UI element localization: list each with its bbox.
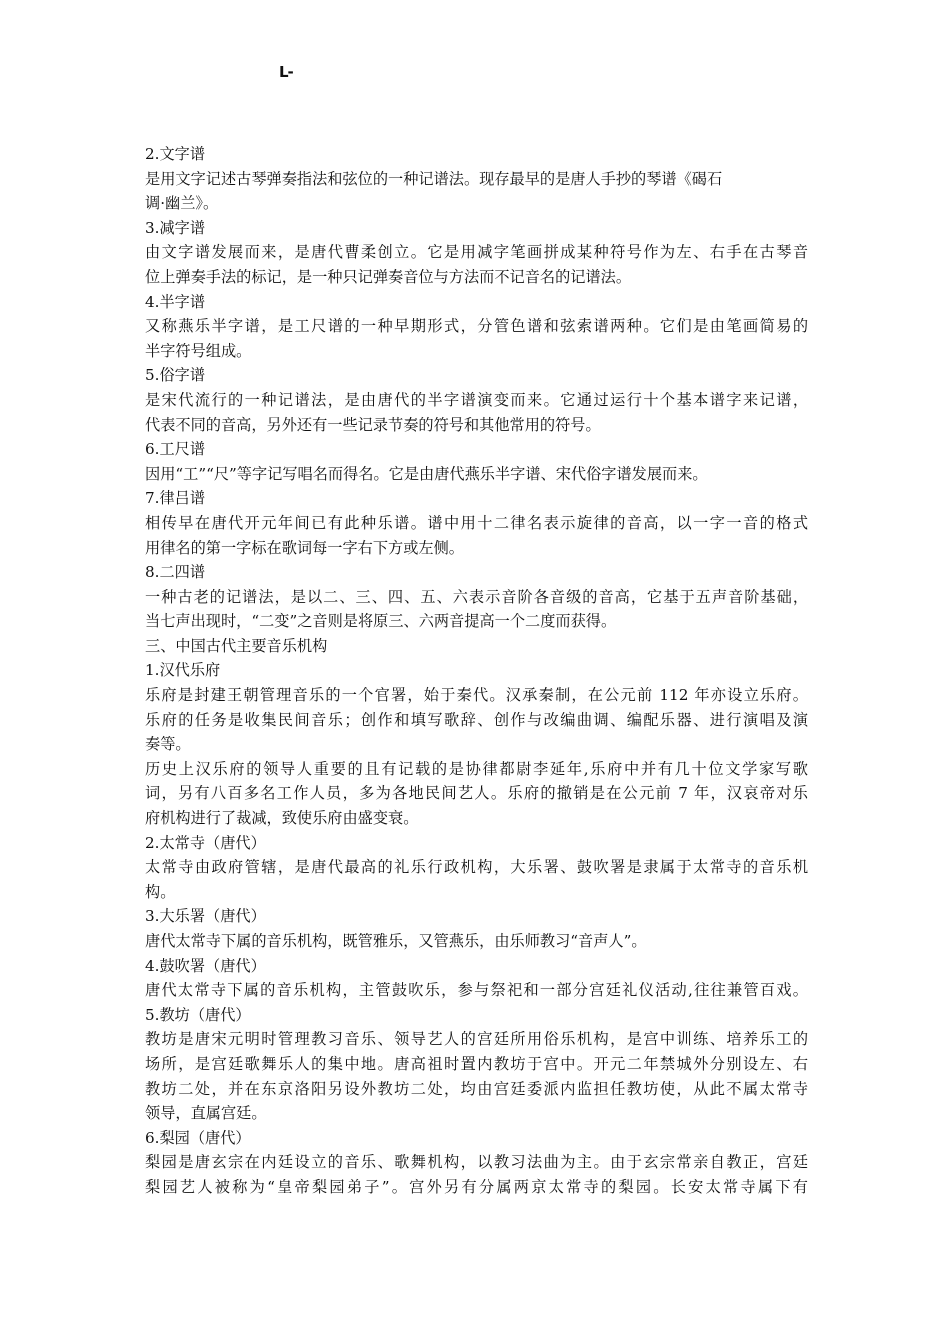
text-line: 太常寺由政府管辖，是唐代最高的礼乐行政机构，大乐署、鼓吹署是隶属于太常寺的音乐机 <box>145 858 808 877</box>
text-line: 代表不同的音高，另外还有一些记录节奏的符号和其他常用的符号。 <box>145 415 601 434</box>
text-line: 8.二四谱 <box>145 563 206 582</box>
text-line: 3.减字谱 <box>145 218 206 237</box>
text-line: 历史上汉乐府的领导人重要的且有记载的是协律都尉李延年,乐府中并有几十位文学家写歌 <box>145 759 808 778</box>
text-line: 2.文字谱 <box>145 145 206 163</box>
text-line: 5.俗字谱 <box>145 366 206 385</box>
text-line: 领导，直属宫廷。 <box>145 1104 267 1123</box>
text-line: 一种古老的记谱法，是以二、三、四、五、六表示音阶各音级的音高，它基于五声音阶基础， <box>145 587 808 606</box>
text-line: 奏等。 <box>145 735 191 754</box>
page-header-mark: L- <box>279 63 293 81</box>
text-line: 相传早在唐代开元年间已有此种乐谱。谱中用十二律名表示旋律的音高，以一字一音的格式 <box>145 513 808 532</box>
text-line: 4.鼓吹署（唐代） <box>145 956 266 975</box>
text-line: 是用文字记述古琴弹奏指法和弦位的一种记谱法。现存最早的是唐人手抄的琴谱《碣石 <box>145 169 723 188</box>
text-line: 词，另有八百多名工作人员，多为各地民间艺人。乐府的撤销是在公元前 7 年，汉哀帝对乐 <box>145 784 808 803</box>
text-line: 当七声出现时，“二变”之音则是将原三、六两音提高一个二度而获得。 <box>145 612 617 631</box>
text-line: 三、中国古代主要音乐机构 <box>145 636 328 655</box>
text-line: 5.教坊（唐代） <box>145 1005 251 1024</box>
text-line: 3.大乐署（唐代） <box>145 907 266 926</box>
text-line: 场所，是宫廷歌舞乐人的集中地。唐高祖时置内教坊于宫中。开元二年禁城外分别设左、右 <box>145 1054 808 1073</box>
text-line: 梨园是唐玄宗在内廷设立的音乐、歌舞机构，以教习法曲为主。由于玄宗常亲自教正，宫廷 <box>145 1153 808 1172</box>
text-line: 唐代太常寺下属的音乐机构，既管雅乐，又管燕乐，由乐师教习“音声人”。 <box>145 932 647 950</box>
text-line: 因用“工”“尺”等字记写唱名而得名。它是由唐代燕乐半字谱、宋代俗字谱发展而来。 <box>145 464 708 483</box>
text-line: 位上弹奏手法的标记，是一种只记弹奏音位与方法而不记音名的记谱法。 <box>145 267 631 286</box>
text-line: 梨园艺人被称为“皇帝梨园弟子”。宫外另有分属两京太常寺的梨园。长安太常寺属下有 <box>145 1177 808 1196</box>
text-line: 2.太常寺（唐代） <box>145 833 266 852</box>
text-line: 唐代太常寺下属的音乐机构，主管鼓吹乐，参与祭祀和一部分宫廷礼仪活动,往往兼管百戏。 <box>145 981 808 1000</box>
text-line: 6.工尺谱 <box>145 440 206 459</box>
text-line: 7.律吕谱 <box>145 489 206 508</box>
text-line: 用律名的第一字标在歌词每一字右下方或左侧。 <box>145 538 464 557</box>
text-line: 又称燕乐半字谱，是工尺谱的一种早期形式，分管色谱和弦索谱两种。它们是由笔画简易的 <box>145 317 808 336</box>
text-line: 教坊二处，并在东京洛阳另设外教坊二处，均由宫廷委派内监担任教坊使，从此不属太常寺 <box>145 1079 808 1098</box>
text-line: 乐府的任务是收集民间音乐；创作和填写歌辞、创作与改编曲调、编配乐器、进行演唱及演 <box>145 710 808 729</box>
text-line: 1.汉代乐府 <box>145 661 221 680</box>
text-line: 调·幽兰》。 <box>145 194 219 213</box>
text-line: 教坊是唐宋元明时管理教习音乐、领导艺人的宫廷所用俗乐机构，是宫中训练、培养乐工的 <box>145 1030 808 1049</box>
text-line: 由文字谱发展而来，是唐代曹柔创立。它是用减字笔画拼成某种符号作为左、右手在古琴音 <box>145 243 808 262</box>
text-line: 6.梨园（唐代） <box>145 1128 251 1147</box>
text-line: 4.半字谱 <box>145 292 206 311</box>
document-body <box>145 142 808 1200</box>
text-line: 半字符号组成。 <box>145 341 252 360</box>
text-line: 是宋代流行的一种记谱法，是由唐代的半字谱演变而来。它通过运行十个基本谱字来记谱， <box>145 390 808 409</box>
text-line: 乐府是封建王朝管理音乐的一个官署，始于秦代。汉承秦制，在公元前 112 年亦设立乐府。 <box>145 686 808 705</box>
text-line: 府机构进行了裁减，致使乐府由盛变衰。 <box>145 809 419 828</box>
text-line: 构。 <box>145 882 176 901</box>
